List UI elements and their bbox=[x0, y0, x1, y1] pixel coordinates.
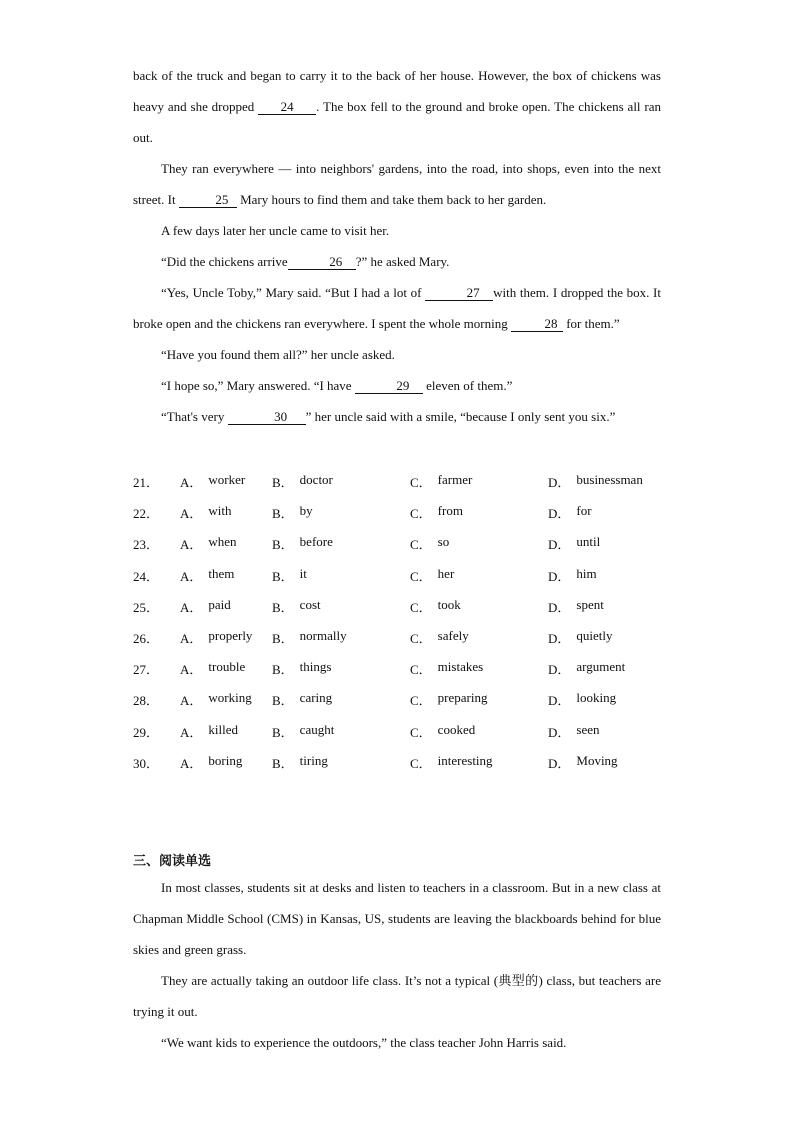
text: eleven of them.” bbox=[422, 378, 513, 393]
option-c[interactable] bbox=[410, 722, 548, 741]
option-c[interactable] bbox=[410, 503, 548, 522]
option-a[interactable] bbox=[180, 690, 272, 709]
option-text: her bbox=[437, 565, 455, 581]
text: back of the truck and began to carry it to the back of her house. However, the box of chickens was heavy and she dropped bbox=[133, 68, 661, 114]
option-letter: B． bbox=[272, 631, 294, 647]
paragraph bbox=[133, 277, 661, 339]
option-text: cost bbox=[299, 596, 321, 612]
option-letter: D． bbox=[548, 693, 571, 709]
option-d[interactable] bbox=[548, 628, 688, 647]
question-number: 27． bbox=[133, 662, 160, 678]
option-text: doctor bbox=[299, 472, 333, 488]
question-row bbox=[133, 497, 693, 528]
option-letter: B． bbox=[272, 599, 294, 615]
option-c[interactable] bbox=[410, 597, 548, 616]
text: They ran everywhere — into neighbors' gardens, into the road, into shops, even into the next street. It bbox=[133, 161, 661, 207]
option-letter: C． bbox=[410, 631, 432, 647]
option-text: paid bbox=[208, 596, 231, 612]
passage-1 bbox=[133, 60, 661, 432]
option-c[interactable] bbox=[410, 753, 548, 772]
question-number: 21． bbox=[133, 475, 160, 491]
option-letter: B． bbox=[272, 693, 294, 709]
option-text: until bbox=[576, 534, 601, 550]
option-letter: D． bbox=[548, 568, 571, 584]
passage-2 bbox=[133, 872, 661, 1058]
question-number: 26． bbox=[133, 631, 160, 647]
option-letter: A． bbox=[180, 537, 203, 553]
option-d[interactable] bbox=[548, 659, 688, 678]
paragraph bbox=[133, 246, 661, 277]
option-text: by bbox=[299, 503, 313, 519]
option-letter: B． bbox=[272, 724, 294, 740]
paragraph bbox=[133, 153, 661, 215]
option-text: tiring bbox=[299, 752, 328, 768]
text: ?” he asked Mary. bbox=[355, 254, 450, 269]
question-number: 28． bbox=[133, 693, 160, 709]
option-text: Moving bbox=[576, 752, 618, 768]
question-number: 29． bbox=[133, 724, 160, 740]
option-text: normally bbox=[299, 628, 347, 644]
question-row bbox=[133, 528, 693, 559]
option-letter: A． bbox=[180, 693, 203, 709]
option-text: boring bbox=[208, 752, 243, 768]
option-a[interactable] bbox=[180, 472, 272, 491]
option-a[interactable] bbox=[180, 534, 272, 553]
question-row bbox=[133, 716, 693, 747]
option-letter: D． bbox=[548, 537, 571, 553]
option-letter: D． bbox=[548, 662, 571, 678]
option-text: spent bbox=[576, 596, 604, 612]
paragraph bbox=[133, 401, 661, 432]
question-number: 22． bbox=[133, 506, 160, 522]
option-b[interactable] bbox=[272, 566, 410, 585]
option-letter: B． bbox=[272, 662, 294, 678]
option-letter: D． bbox=[548, 755, 571, 771]
option-text: businessman bbox=[576, 472, 643, 488]
answer-blank: 26 bbox=[288, 254, 356, 270]
section-heading: 三、阅读单选 bbox=[133, 854, 212, 869]
option-b[interactable] bbox=[272, 722, 410, 741]
option-a[interactable] bbox=[180, 628, 272, 647]
option-a[interactable] bbox=[180, 722, 272, 741]
option-letter: D． bbox=[548, 599, 571, 615]
option-letter: A． bbox=[180, 724, 203, 740]
option-text: properly bbox=[208, 628, 253, 644]
option-c[interactable] bbox=[410, 566, 548, 585]
option-letter: C． bbox=[410, 506, 432, 522]
option-letter: A． bbox=[180, 755, 203, 771]
question-list bbox=[133, 466, 693, 778]
question-row bbox=[133, 747, 693, 778]
option-letter: C． bbox=[410, 599, 432, 615]
option-b[interactable] bbox=[272, 534, 410, 553]
option-letter: A． bbox=[180, 662, 203, 678]
option-letter: B． bbox=[272, 568, 294, 584]
option-letter: D． bbox=[548, 475, 571, 491]
text: for them.” bbox=[562, 316, 620, 331]
option-text: it bbox=[299, 565, 307, 581]
option-text: caught bbox=[299, 721, 335, 737]
option-letter: A． bbox=[180, 568, 203, 584]
option-letter: B． bbox=[272, 475, 294, 491]
option-text: before bbox=[299, 534, 333, 550]
paragraph bbox=[133, 60, 661, 153]
question-row bbox=[133, 466, 693, 497]
option-letter: A． bbox=[180, 475, 203, 491]
option-text: seen bbox=[576, 721, 600, 737]
text: “Yes, Uncle Toby,” Mary said. “But I had a lot of bbox=[161, 285, 426, 300]
question-number: 24． bbox=[133, 568, 160, 584]
text: with them. I dropped the box. It broke open and the chickens ran everywhere. I spent the whole morning bbox=[133, 285, 661, 331]
option-text: argument bbox=[576, 659, 626, 675]
option-text: looking bbox=[576, 690, 617, 706]
option-text: for bbox=[576, 503, 592, 519]
answer-blank: 24 bbox=[258, 99, 316, 115]
option-text: farmer bbox=[437, 472, 473, 488]
text: “Did the chickens arrive bbox=[161, 254, 288, 269]
option-d[interactable] bbox=[548, 534, 688, 553]
option-text: working bbox=[208, 690, 252, 706]
option-b[interactable] bbox=[272, 753, 410, 772]
question-row bbox=[133, 560, 693, 591]
option-text: killed bbox=[208, 721, 238, 737]
option-text: preparing bbox=[437, 690, 488, 706]
option-d[interactable] bbox=[548, 566, 688, 585]
paragraph: They are actually taking an outdoor life class. It’s not a typical (典型的) class, but teachers are trying it out. bbox=[133, 973, 661, 1019]
option-text: safely bbox=[437, 628, 469, 644]
question-number: 25． bbox=[133, 599, 160, 615]
option-b[interactable] bbox=[272, 503, 410, 522]
option-a[interactable] bbox=[180, 503, 272, 522]
option-d[interactable] bbox=[548, 722, 688, 741]
option-text: caring bbox=[299, 690, 333, 706]
question-row bbox=[133, 591, 693, 622]
option-letter: B． bbox=[272, 755, 294, 771]
option-text: mistakes bbox=[437, 659, 484, 675]
option-letter: C． bbox=[410, 724, 432, 740]
answer-blank: 25 bbox=[179, 192, 237, 208]
option-text: quietly bbox=[576, 628, 613, 644]
option-text: took bbox=[437, 596, 461, 612]
option-b[interactable] bbox=[272, 597, 410, 616]
option-letter: C． bbox=[410, 755, 432, 771]
option-letter: C． bbox=[410, 537, 432, 553]
option-text: so bbox=[437, 534, 450, 550]
option-letter: A． bbox=[180, 631, 203, 647]
option-text: trouble bbox=[208, 659, 246, 675]
answer-blank: 27 bbox=[425, 285, 493, 301]
option-text: interesting bbox=[437, 752, 493, 768]
option-letter: C． bbox=[410, 475, 432, 491]
answer-blank: 28 bbox=[511, 316, 563, 332]
option-letter: B． bbox=[272, 506, 294, 522]
option-letter: A． bbox=[180, 506, 203, 522]
option-a[interactable] bbox=[180, 753, 272, 772]
question-row bbox=[133, 653, 693, 684]
option-text: from bbox=[437, 503, 463, 519]
answer-blank: 29 bbox=[355, 378, 423, 394]
option-d[interactable] bbox=[548, 472, 688, 491]
option-text: them bbox=[208, 565, 235, 581]
answer-blank: 30 bbox=[228, 409, 306, 425]
option-c[interactable] bbox=[410, 628, 548, 647]
option-a[interactable] bbox=[180, 659, 272, 678]
option-a[interactable] bbox=[180, 597, 272, 616]
question-row bbox=[133, 684, 693, 715]
option-text: worker bbox=[208, 472, 246, 488]
text: ” her uncle said with a smile, “because I only sent you six.” bbox=[305, 409, 616, 424]
option-letter: D． bbox=[548, 631, 571, 647]
option-text: him bbox=[576, 565, 597, 581]
option-b[interactable] bbox=[272, 472, 410, 491]
option-text: when bbox=[208, 534, 237, 550]
question-row bbox=[133, 622, 693, 653]
question-number: 30． bbox=[133, 755, 160, 771]
option-letter: C． bbox=[410, 568, 432, 584]
text: “That's very bbox=[161, 409, 228, 424]
option-letter: A． bbox=[180, 599, 203, 615]
paragraph bbox=[133, 370, 661, 401]
paragraph: A few days later her uncle came to visit her. bbox=[161, 223, 390, 238]
option-c[interactable] bbox=[410, 690, 548, 709]
option-b[interactable] bbox=[272, 659, 410, 678]
option-a[interactable] bbox=[180, 566, 272, 585]
option-letter: C． bbox=[410, 693, 432, 709]
question-number: 23． bbox=[133, 537, 160, 553]
option-b[interactable] bbox=[272, 690, 410, 709]
option-text: things bbox=[299, 659, 332, 675]
text: Mary hours to find them and take them back to her garden. bbox=[236, 192, 547, 207]
option-c[interactable] bbox=[410, 659, 548, 678]
option-c[interactable] bbox=[410, 534, 548, 553]
option-c[interactable] bbox=[410, 472, 548, 491]
option-letter: D． bbox=[548, 506, 571, 522]
text: “I hope so,” Mary answered. “I have bbox=[161, 378, 355, 393]
option-letter: B． bbox=[272, 537, 294, 553]
option-text: cooked bbox=[437, 721, 476, 737]
paragraph: “Have you found them all?” her uncle asked. bbox=[161, 347, 395, 362]
option-b[interactable] bbox=[272, 628, 410, 647]
option-d[interactable] bbox=[548, 503, 688, 522]
option-letter: D． bbox=[548, 724, 571, 740]
option-letter: C． bbox=[410, 662, 432, 678]
option-d[interactable] bbox=[548, 597, 688, 616]
paragraph: “We want kids to experience the outdoors,” the class teacher John Harris said. bbox=[161, 1035, 567, 1050]
paragraph: In most classes, students sit at desks and listen to teachers in a classroom. But in a new class at Chapman Middle School (CMS) in Kansas, US, students are leaving the blackboards behind for blue skies and green grass. bbox=[133, 880, 661, 957]
option-text: with bbox=[208, 503, 232, 519]
option-d[interactable] bbox=[548, 690, 688, 709]
text: . The box fell to the ground and broke open. The chickens all ran out. bbox=[133, 99, 661, 145]
option-d[interactable] bbox=[548, 753, 688, 772]
